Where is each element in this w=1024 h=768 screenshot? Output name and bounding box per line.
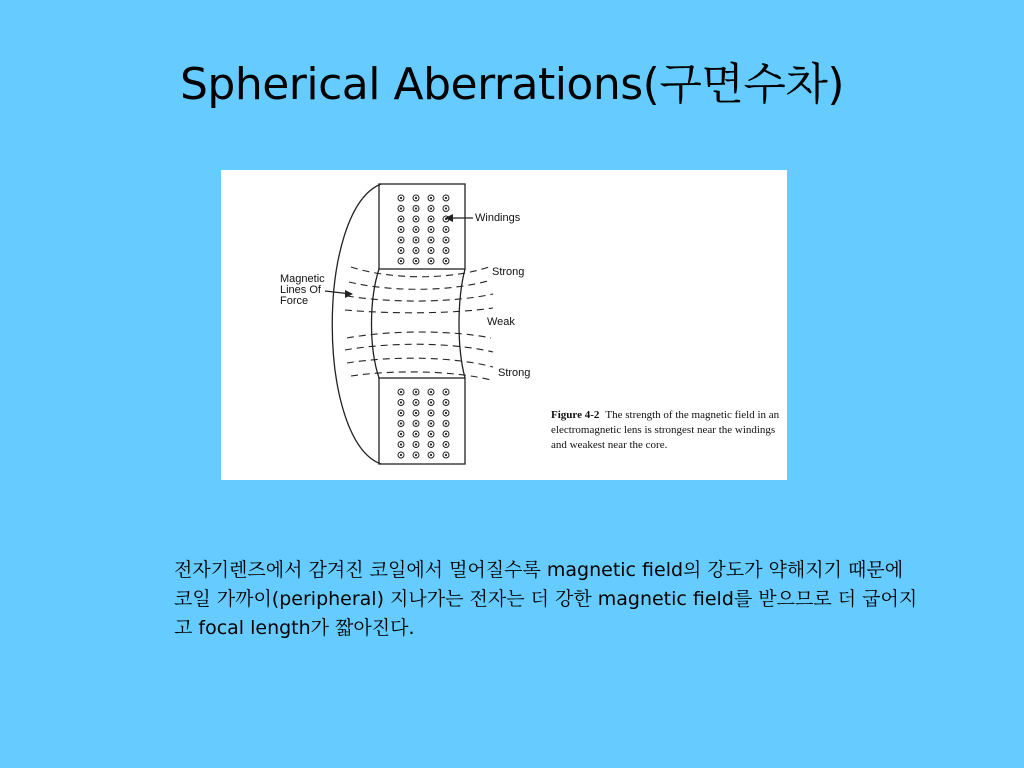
winding-dot-center <box>430 228 432 230</box>
winding-dot-center <box>430 401 432 403</box>
winding-dot-center <box>415 454 417 456</box>
upper-winding-block <box>379 184 465 269</box>
winding-dot-center <box>415 228 417 230</box>
winding-dot-center <box>430 207 432 209</box>
winding-dot-center <box>430 391 432 393</box>
winding-dot-center <box>415 391 417 393</box>
winding-dot-center <box>430 454 432 456</box>
winding-dot-center <box>415 249 417 251</box>
winding-dot-center <box>400 197 402 199</box>
winding-dot-center <box>400 207 402 209</box>
winding-dot-center <box>445 454 447 456</box>
winding-dot-center <box>430 260 432 262</box>
winding-dot-center <box>445 422 447 424</box>
winding-dot-center <box>445 443 447 445</box>
winding-dot-center <box>415 239 417 241</box>
winding-dot-center <box>430 422 432 424</box>
winding-dot-center <box>445 260 447 262</box>
lens-figure <box>221 170 787 480</box>
winding-dot-center <box>445 433 447 435</box>
winding-dot-center <box>445 391 447 393</box>
figure-number: Figure 4-2 <box>551 409 600 421</box>
winding-dot-center <box>430 249 432 251</box>
winding-dot-center <box>415 260 417 262</box>
label-force: Force <box>280 295 309 307</box>
winding-dot-center <box>400 454 402 456</box>
winding-dot-center <box>400 433 402 435</box>
winding-dot-center <box>430 239 432 241</box>
winding-dot-center <box>415 401 417 403</box>
label-windings: Windings <box>475 212 521 224</box>
winding-dot-center <box>400 218 402 220</box>
winding-dot-center <box>445 197 447 199</box>
figure-caption-text: The strength of the magnetic field in an electromagnetic lens is strongest near the windings and weakest near the core. <box>551 409 780 451</box>
figure-caption <box>551 408 781 453</box>
slide-title: Spherical Aberrations(구면수차) <box>179 59 845 110</box>
winding-dot-center <box>400 228 402 230</box>
winding-dot-center <box>445 412 447 414</box>
winding-dot-center <box>415 197 417 199</box>
label-strong-top: Strong <box>492 266 525 278</box>
label-magnetic: Magnetic <box>280 273 325 285</box>
winding-dot-center <box>400 391 402 393</box>
winding-dot-center <box>445 228 447 230</box>
winding-dot-center <box>430 412 432 414</box>
winding-dot-center <box>445 207 447 209</box>
winding-dot-center <box>400 443 402 445</box>
winding-dot-center <box>415 207 417 209</box>
winding-dot-center <box>445 239 447 241</box>
winding-dot-center <box>400 260 402 262</box>
winding-dot-center <box>415 412 417 414</box>
winding-dot-center <box>400 249 402 251</box>
winding-dot-center <box>430 197 432 199</box>
winding-dot-center <box>415 433 417 435</box>
winding-dot-center <box>400 412 402 414</box>
slide-body-text: 전자기렌즈에서 감겨진 코일에서 멀어질수록 magnetic field의 강도가 약해지기 때문에 코일 가까이(peripheral) 지나가는 전자는 더 강한 magnetic field를 받으므로 더 굽어지고 focal length가 짧아진다. <box>174 559 918 639</box>
winding-dot-center <box>400 401 402 403</box>
label-weak: Weak <box>487 316 515 328</box>
winding-dot-center <box>400 422 402 424</box>
winding-dot-center <box>445 249 447 251</box>
winding-dot-center <box>415 443 417 445</box>
label-strong-bottom: Strong <box>498 367 531 379</box>
winding-dot-center <box>430 433 432 435</box>
winding-dot-center <box>430 443 432 445</box>
label-lines-of: Lines Of <box>280 284 321 296</box>
winding-dot-center <box>415 218 417 220</box>
winding-dot-center <box>445 401 447 403</box>
lower-winding-block <box>379 378 465 464</box>
winding-dot-center <box>400 239 402 241</box>
winding-dot-center <box>430 218 432 220</box>
winding-dot-center <box>415 422 417 424</box>
